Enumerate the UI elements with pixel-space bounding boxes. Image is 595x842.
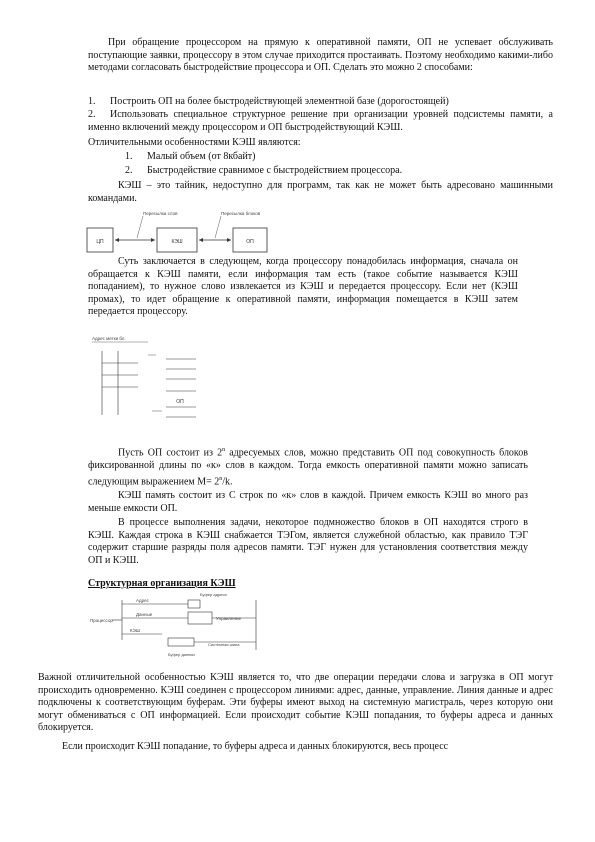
feature-item-2: [125, 165, 402, 178]
list-num: 1.: [125, 151, 133, 162]
final-text: Важной отличительной особенностью КЭШ является то, что две операции передачи слова и загрузка в ОП могут происходить одновременно. КЭШ соединен с процессором линиями: адрес, данные, управление. Линия данные и адрес подключены к соответствующим буферам. Эти буферы имеют выход на системную магистраль, через которую они могут обмениваться с ОП информацией. Если происходит событие КЭШ попадания, то буферы адреса и данных блокируется.: [38, 672, 553, 734]
list-num: 1.: [88, 96, 96, 107]
list-text: Быстродействие сравнимое с быстродействием процессора.: [147, 165, 403, 176]
cache-label: КЭШ: [130, 628, 140, 633]
list-text: Построить ОП на более быстродействующей элементной базе (дорогостоящей): [110, 96, 449, 107]
superscript: n: [219, 475, 223, 482]
bus-label: Системная шина: [208, 642, 240, 647]
arrow-head-right: [151, 238, 155, 242]
mem-label: ОП: [176, 399, 184, 405]
paragraph-essence: Суть заключается в следующем, когда процессору понадобилась информация, сначала он обращается к КЭШ памяти, если информация там есть (такое событие называется КЭШ попаданием), то нужное слово извлекается из КЭШ и передается процессору. Если нет (КЭШ промах), то идет обращение к оперативной памяти, информация помещается в КЭШ затем передается процессору.: [88, 256, 518, 318]
data-label: Данные: [136, 612, 153, 617]
note2-label: Пересылка блоков: [221, 211, 261, 216]
data-buffer: [168, 638, 194, 646]
addr-buffer: [188, 600, 200, 608]
list-num: 2.: [125, 165, 133, 176]
ctrl-label: Управление: [216, 616, 242, 621]
paragraph-tag: В процессе выполнения задачи, некоторое подмножество блоков в ОП находятся строго в КЭШ. Каждая строка в КЭШ снабжается ТЭГом, является служебной областью, как правило ТЭГ содержит старшие разряды поля адресов памяти. ТЭГ нужен для установления соответствия между ОП и КЭШ.: [88, 517, 528, 566]
note1-pointer: [137, 216, 143, 238]
memory-box-label: ОП: [246, 239, 254, 245]
section-heading: Структурная организация КЭШ: [88, 578, 236, 589]
cpu-label: Процессор: [90, 618, 113, 623]
paragraph-final: [38, 672, 553, 735]
arrow-head-left: [115, 238, 119, 242]
paragraph-cache-definition: КЭШ – это тайник, недоступно для программ, так как не может быть адресовано машинными командами.: [88, 180, 553, 204]
addr-label: Адрес: [136, 598, 149, 603]
cpu-box-label: ЦП: [96, 239, 104, 245]
note2-pointer: [215, 216, 221, 238]
feature-item-1: [125, 151, 256, 164]
arrow-head-left-2: [199, 238, 203, 242]
list-text: Использовать специальное структурное решение при организации уровней подсистемы памяти, а именно включений между процессором и ОП быстродействующий КЭШ.: [88, 109, 553, 133]
paragraph-cache-size: КЭШ память состоит из С строк по «к» слов в каждой. Причем емкость КЭШ во много раз меньше емкости ОП.: [88, 490, 528, 514]
list-item-1: [88, 96, 449, 109]
text-part: Пусть ОП состоит из 2: [118, 447, 223, 459]
paragraph-memory-blocks: [88, 444, 528, 488]
arrow-head-right-2: [227, 238, 231, 242]
list-item-2: [88, 109, 553, 134]
paragraph-intro: При обращение процессором на прямую к оперативной памяти, ОП не успевает обслуживать поступающие заявки, процессору в этом случае приходится простаивать. Поэтому необходимо какими-либо методами согласовать быстродействие процессора и ОП. Сделать это можно 2 способами:: [88, 37, 553, 74]
buf-addr-label: Буфер адреса: [200, 592, 227, 597]
buf-data-label: Буфер данных: [168, 652, 196, 657]
diagram-cache-structure: [88, 590, 268, 665]
list-num: 2.: [88, 109, 96, 120]
features-title: Отличительными особенностями КЭШ являются:: [88, 137, 301, 148]
text-part: /k.: [222, 475, 233, 487]
diagram-memory-blocks: [88, 333, 228, 433]
superscript: n: [222, 447, 226, 453]
cache-box-label: КЭШ: [171, 239, 183, 245]
diagram-cpu-cache-memory: [85, 208, 275, 258]
note1-label: Пересылка слов: [143, 211, 178, 216]
list-text: Малый объем (от 8кбайт): [147, 151, 256, 162]
top-label: Адрес метки бл.: [92, 336, 126, 341]
cache-block: [188, 612, 212, 624]
paragraph-last: Если происходит КЭШ попадание, то буферы адреса и данных блокируются, весь процесс: [62, 741, 449, 752]
text-part: адресуемых слов, можно представить ОП под совокупность блоков фиксированной длины по «к» слов в каждом. Тогда емкость оперативной памяти можно записать следующим выражением M= 2: [88, 447, 528, 487]
